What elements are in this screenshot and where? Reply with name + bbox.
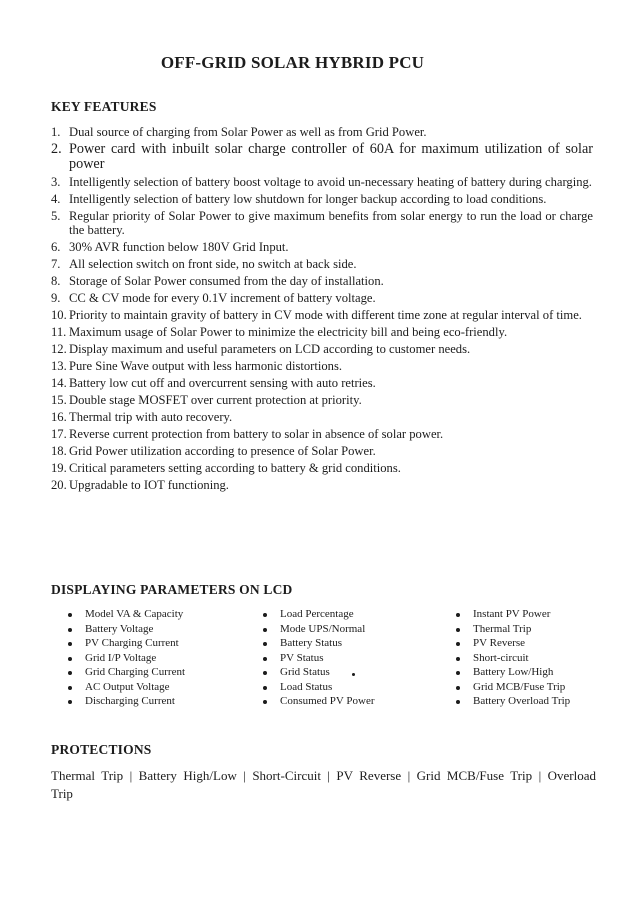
bullet-icon [456,700,460,704]
lcd-parameter-label: Discharging Current [85,695,175,707]
bullet-icon [68,657,72,661]
feature-text: All selection switch on front side, no switch at back side. [69,257,357,272]
feature-text: Battery low cut off and overcurrent sensing with auto retries. [69,376,376,391]
feature-text: Storage of Solar Power consumed from the day of installation. [69,274,384,289]
feature-number: 2. [51,140,62,157]
bullet-icon [456,642,460,646]
lcd-parameter-item [453,636,570,651]
lcd-parameter-item [260,651,375,666]
feature-item [51,342,593,357]
feature-number: 16. [51,410,67,425]
feature-text: Upgradable to IOT functioning. [69,478,229,493]
lcd-parameter-item [65,651,185,666]
bullet-icon [68,628,72,632]
feature-number: 15. [51,393,67,408]
bullet-icon [68,671,72,675]
feature-number: 7. [51,257,61,272]
feature-number: 10. [51,308,67,323]
lcd-parameter-item [453,694,570,709]
feature-number: 5. [51,208,61,223]
feature-item [51,444,593,459]
feature-item [51,125,593,140]
lcd-parameters-heading: DISPLAYING PARAMETERS ON LCD [51,582,293,597]
feature-item [51,325,593,340]
bullet-icon [68,642,72,646]
lcd-parameter-label: Battery Overload Trip [473,695,571,707]
lcd-parameter-label: Model VA & Capacity [85,608,184,620]
feature-text: Critical parameters setting according to battery & grid conditions. [69,461,401,476]
bullet-icon [456,671,460,675]
lcd-parameter-item [260,680,375,695]
feature-text: Power card with inbuilt solar charge controller of 60A for maximum utilization of solar power [69,140,593,173]
feature-number: 11. [51,325,67,340]
feature-item [51,393,593,408]
lcd-parameter-label: Thermal Trip [473,622,532,635]
feature-number: 14. [51,376,67,391]
bullet-icon [263,657,267,661]
feature-number: 6. [51,240,61,255]
bullet-icon [263,686,267,690]
feature-item [51,175,593,190]
feature-text: Maximum usage of Solar Power to minimize the electricity bill and being eco-friendly. [69,325,508,340]
feature-text: CC & CV mode for every 0.1V increment of battery voltage. [69,291,376,306]
lcd-parameter-item [260,665,375,680]
feature-number: 18. [51,444,67,459]
feature-text: Dual source of charging from Solar Power as well as from Grid Power. [69,125,427,139]
feature-number: 19. [51,461,67,476]
bullet-icon [68,700,72,704]
feature-number: 1. [51,125,61,139]
lcd-parameter-item [260,694,375,709]
bullet-icon [263,700,267,704]
lcd-parameter-label: PV Status [280,651,324,664]
lcd-parameters-column-2 [260,607,375,709]
lcd-parameter-item [453,622,570,637]
feature-item [51,478,593,493]
bullet-icon [263,613,267,617]
feature-item [51,257,593,272]
bullet-icon [263,642,267,646]
key-features-list [51,125,593,495]
bullet-icon [456,613,460,617]
feature-item [51,291,593,306]
feature-number: 12. [51,342,67,357]
bullet-icon [456,686,460,690]
lcd-parameter-label: Instant PV Power [473,608,551,620]
feature-number: 4. [51,191,61,206]
stray-dot [352,673,355,676]
feature-item [51,142,593,172]
lcd-parameter-label: Load Status [280,680,333,693]
lcd-parameter-item [453,665,570,680]
lcd-parameter-item [260,607,375,622]
lcd-parameter-label: Grid MCB/Fuse Trip [473,680,566,693]
key-features-heading: KEY FEATURES [51,99,157,114]
bullet-icon [68,686,72,690]
feature-text: Reverse current protection from battery to solar in absence of solar power. [69,427,444,442]
bullet-icon [263,671,267,675]
lcd-parameter-label: Consumed PV Power [280,695,375,707]
feature-number: 3. [51,174,61,189]
lcd-parameter-item [65,636,185,651]
protections-text: Thermal Trip | Battery High/Low | Short-Circuit | PV Reverse | Grid MCB/Fuse Trip | Overload Trip [51,768,596,801]
lcd-parameter-label: PV Reverse [473,637,526,649]
feature-text: Regular priority of Solar Power to give maximum benefits from solar energy to run the load or charge the battery. [69,208,593,238]
feature-number: 9. [51,291,61,306]
lcd-parameter-item [65,665,185,680]
lcd-parameter-item [65,607,185,622]
feature-text: Pure Sine Wave output with less harmonic distortions. [69,359,342,374]
feature-text: Intelligently selection of battery low shutdown for longer backup according to load conditions. [69,191,547,206]
lcd-parameter-item [453,680,570,695]
feature-item [51,274,593,289]
feature-number: 13. [51,359,67,374]
page-title: OFF-GRID SOLAR HYBRID PCU [160,53,425,72]
feature-number: 20. [51,478,67,493]
bullet-icon [68,613,72,617]
lcd-parameter-label: AC Output Voltage [85,680,170,693]
lcd-parameters-column-3 [453,607,570,709]
feature-item [51,240,593,255]
lcd-parameter-label: Grid Status [280,666,330,678]
feature-text: Thermal trip with auto recovery. [69,410,233,425]
lcd-parameter-item [260,622,375,637]
feature-item [51,427,593,442]
feature-number: 17. [51,427,67,442]
feature-item [51,308,593,323]
lcd-parameter-label: Short-circuit [473,651,529,664]
lcd-parameter-item [453,607,570,622]
feature-text: Priority to maintain gravity of battery in CV mode with different time zone at regular interval of time. [69,308,582,323]
lcd-parameter-item [65,694,185,709]
feature-item [51,359,593,374]
lcd-parameter-label: Battery Status [280,637,343,649]
bullet-icon [456,657,460,661]
lcd-parameters-column-1 [65,607,185,709]
feature-text: Grid Power utilization according to presence of Solar Power. [69,444,376,459]
feature-item [51,209,593,238]
feature-item [51,410,593,425]
protections-heading: PROTECTIONS [51,742,152,757]
lcd-parameter-label: Load Percentage [280,608,354,620]
lcd-parameter-item [260,636,375,651]
feature-text: 30% AVR function below 180V Grid Input. [69,240,289,255]
feature-text: Intelligently selection of battery boost voltage to avoid un-necessary heating of battery during charging. [69,174,592,189]
lcd-parameter-label: PV Charging Current [85,637,179,649]
lcd-parameter-label: Mode UPS/Normal [280,622,366,635]
feature-number: 8. [51,274,61,289]
lcd-parameter-item [65,680,185,695]
lcd-parameter-item [65,622,185,637]
feature-item [51,376,593,391]
bullet-icon [456,628,460,632]
feature-item [51,192,593,207]
lcd-parameter-label: Grid Charging Current [85,666,186,678]
bullet-icon [263,628,267,632]
lcd-parameter-label: Grid I/P Voltage [85,651,157,664]
feature-item [51,461,593,476]
feature-text: Display maximum and useful parameters on LCD according to customer needs. [69,342,471,357]
lcd-parameter-label: Battery Voltage [85,622,154,635]
feature-text: Double stage MOSFET over current protection at priority. [69,393,362,408]
lcd-parameter-label: Battery Low/High [473,666,554,678]
lcd-parameter-item [453,651,570,666]
